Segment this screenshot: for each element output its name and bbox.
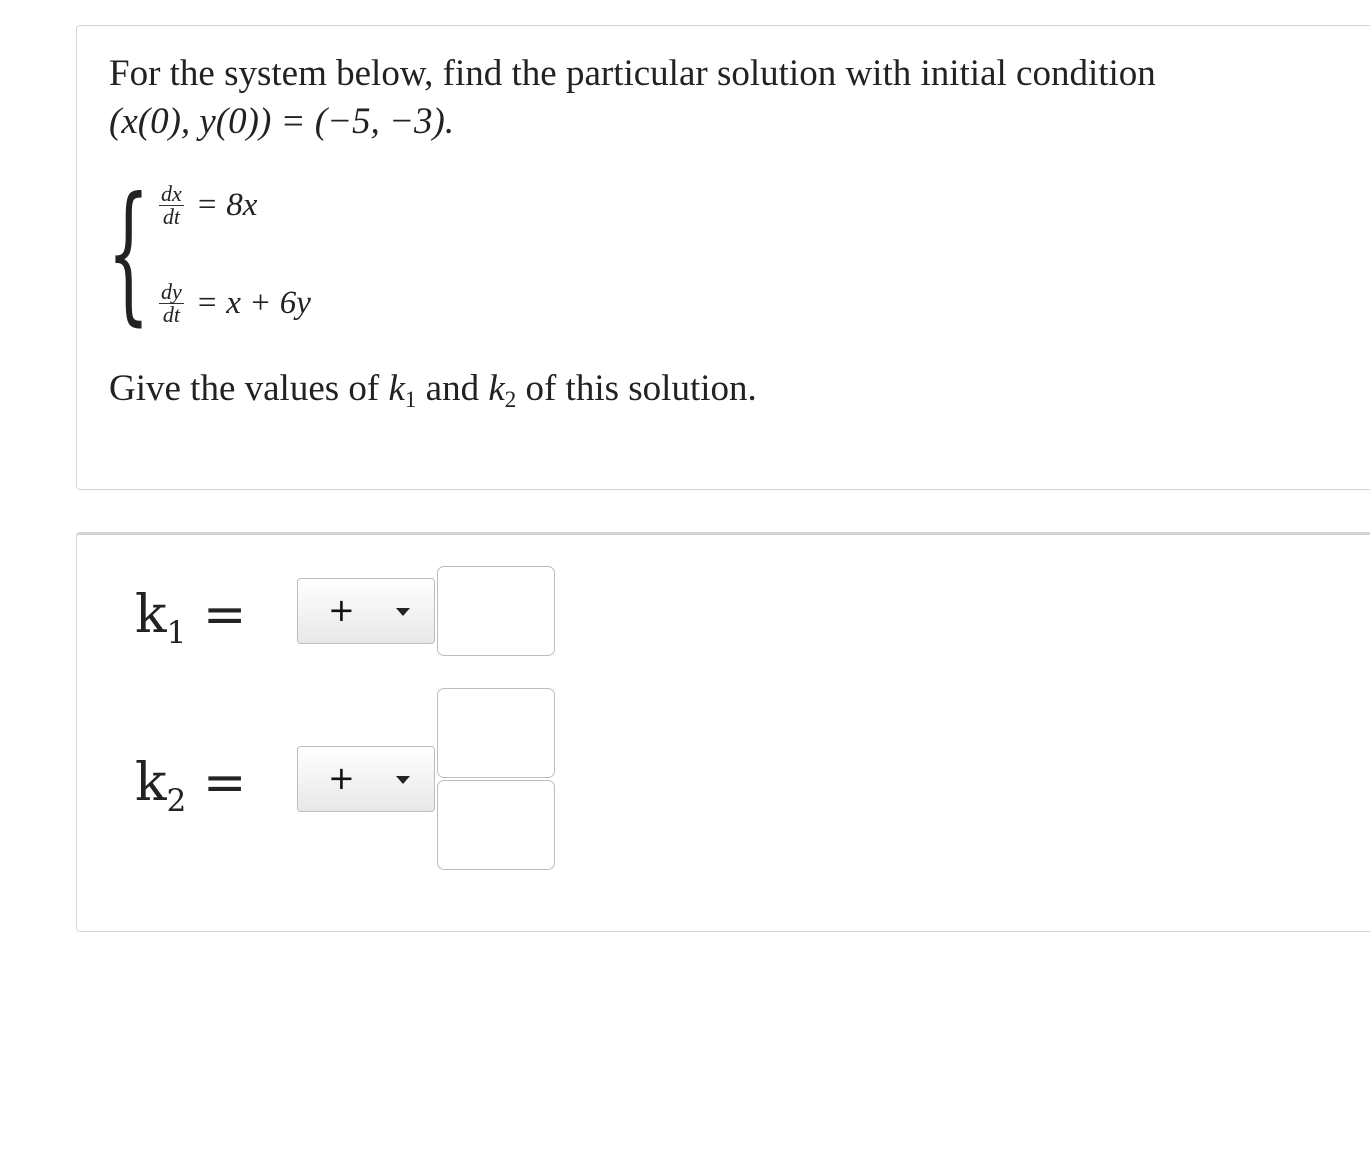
caret-down-icon [396,776,410,784]
k1-letter: k [135,585,167,645]
equation-dx [159,181,258,229]
k1-subscript: 1 [166,614,187,651]
k1-label [135,585,246,651]
answer-card [76,532,1370,932]
prompt-text: Give the values of [109,368,389,409]
k2-numerator-input[interactable] [437,688,555,778]
fraction-numerator: dy [161,279,182,304]
prompt-k1: k [388,368,405,409]
initial-condition: (x(0), y(0)) = (−5, −3). [109,101,455,142]
question-card [76,25,1370,490]
k1-sign-value: + [328,591,355,629]
fraction-denominator: dt [162,302,180,327]
equation-dy [159,279,311,327]
k1-value-input[interactable] [437,566,555,656]
k2-denominator-input[interactable] [437,780,555,870]
prompt-text: and [416,368,489,409]
fraction-dy-dt [159,279,184,327]
fraction-denominator: dt [162,204,180,229]
k2-subscript: 2 [166,782,187,819]
fraction-numerator: dx [161,181,182,206]
k1-equals: = [186,585,247,645]
question-prompt [109,367,757,413]
system-brace: { [107,166,150,340]
equation-rhs: = x + 6y [195,285,311,321]
equation-rhs: = 8x [195,187,258,223]
k2-equals: = [186,753,247,813]
prompt-k2: k [488,368,505,409]
k1-sign-dropdown[interactable] [297,578,435,644]
fraction-dx-dt [159,181,184,229]
k2-label [135,753,246,819]
caret-down-icon [396,608,410,616]
k2-sign-value: + [328,759,355,797]
question-intro: For the system below, find the particular solution with initial condition [109,53,1156,94]
k2-sign-dropdown[interactable] [297,746,435,812]
k2-letter: k [135,753,167,813]
prompt-text: of this solution. [516,368,757,409]
prompt-k2-subscript: 2 [504,386,517,412]
prompt-k1-subscript: 1 [404,386,417,412]
